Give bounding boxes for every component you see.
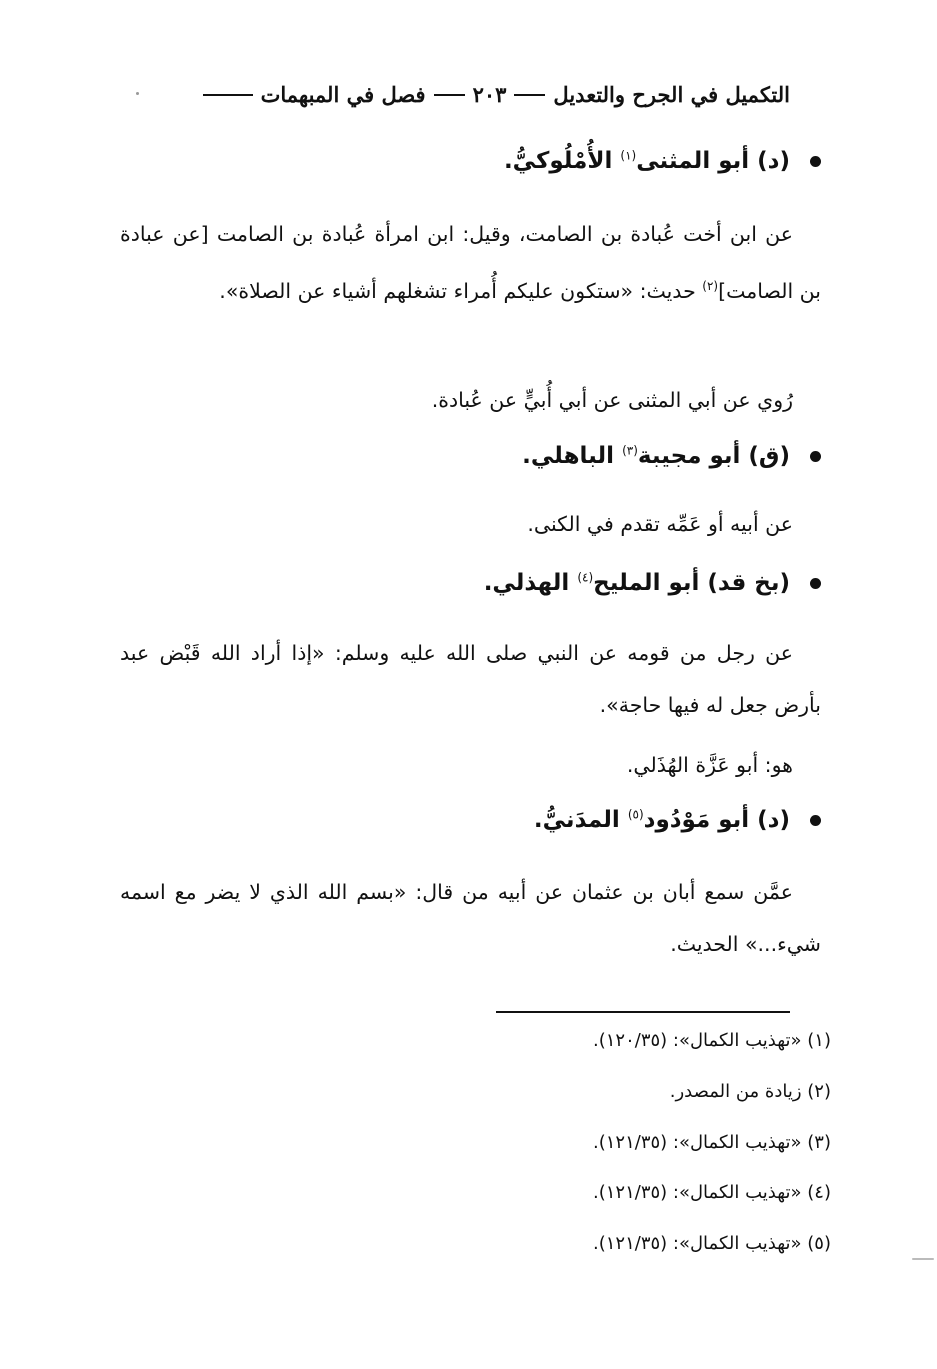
section-title: فصل في المبهمات	[260, 82, 426, 107]
bullet-icon	[810, 578, 821, 589]
footnote: (٢) زيادة من المصدر.	[669, 1081, 831, 1102]
header-dash	[514, 94, 545, 96]
footnote-marker: (١)	[620, 148, 637, 163]
scan-speck	[136, 92, 139, 95]
paragraph: عمَّن سمع أبان بن عثمان عن أبيه من قال: «بسم الله الذي لا يضر مع اسمه شيء...» الحديث.	[120, 880, 821, 956]
running-header	[195, 82, 790, 107]
entry-heading: (د) أبو المثنى$^{(١)}$ الأُمْلُوكيُّ.	[504, 148, 821, 174]
paragraph: هو: أبو عَزَّة الهُذَلي.	[626, 753, 793, 777]
paragraph: عن أبيه أو عَمِّه تقدم في الكنى.	[527, 512, 793, 536]
footnote: (٤) «تهذيب الكمال»: (١٢١/٣٥).	[593, 1182, 831, 1203]
footnote-marker: (٣)	[622, 443, 638, 458]
footnote-marker: (٥)	[627, 807, 644, 822]
page-number: ٢٠٣	[472, 82, 507, 107]
footnote: (٥) «تهذيب الكمال»: (١٢١/٣٥).	[593, 1233, 831, 1254]
bullet-icon	[810, 815, 821, 826]
bullet-icon	[810, 451, 821, 462]
paragraph: رُوي عن أبي المثنى عن أبي أُبيٍّ عن عُبادة.	[431, 388, 793, 412]
entry-heading: (د) أبو مَوْدُود$^{(٥)}$ المدَنيُّ.	[534, 807, 821, 833]
header-dash	[203, 94, 253, 96]
footnote-marker: (٤)	[577, 570, 594, 585]
paragraph: عن رجل من قومه عن النبي صلى الله عليه وسلم: «إذا أراد الله قَبْض عبد بأرض جعل له فيها حاجة».	[120, 641, 821, 717]
entry-heading: (بخ قد) أبو المليح$^{(٤)}$ الهذلي.	[484, 570, 821, 596]
entry-heading: (ق) أبو مجيبة$^{(٣)}$ الباهلي.	[522, 443, 821, 469]
footnote-marker: (٢)	[702, 279, 719, 293]
footnote-separator	[496, 1011, 790, 1013]
paragraph: عن ابن أخت عُبادة بن الصامت، وقيل: ابن امرأة عُبادة بن الصامت [عن عبادة بن الصامت]$^{(٢)}$ حديث: «ستكون عليكم أُمراء تشغلهم أشياء عن الصلاة».	[120, 222, 821, 303]
footnote: (١) «تهذيب الكمال»: (١٢٠/٣٥).	[593, 1030, 831, 1051]
bullet-icon	[810, 156, 821, 167]
header-dash	[434, 94, 465, 96]
footnote: (٣) «تهذيب الكمال»: (١٢١/٣٥).	[593, 1132, 831, 1153]
scan-speck	[912, 1258, 934, 1260]
book-title: التكميل في الجرح والتعديل	[553, 82, 790, 107]
